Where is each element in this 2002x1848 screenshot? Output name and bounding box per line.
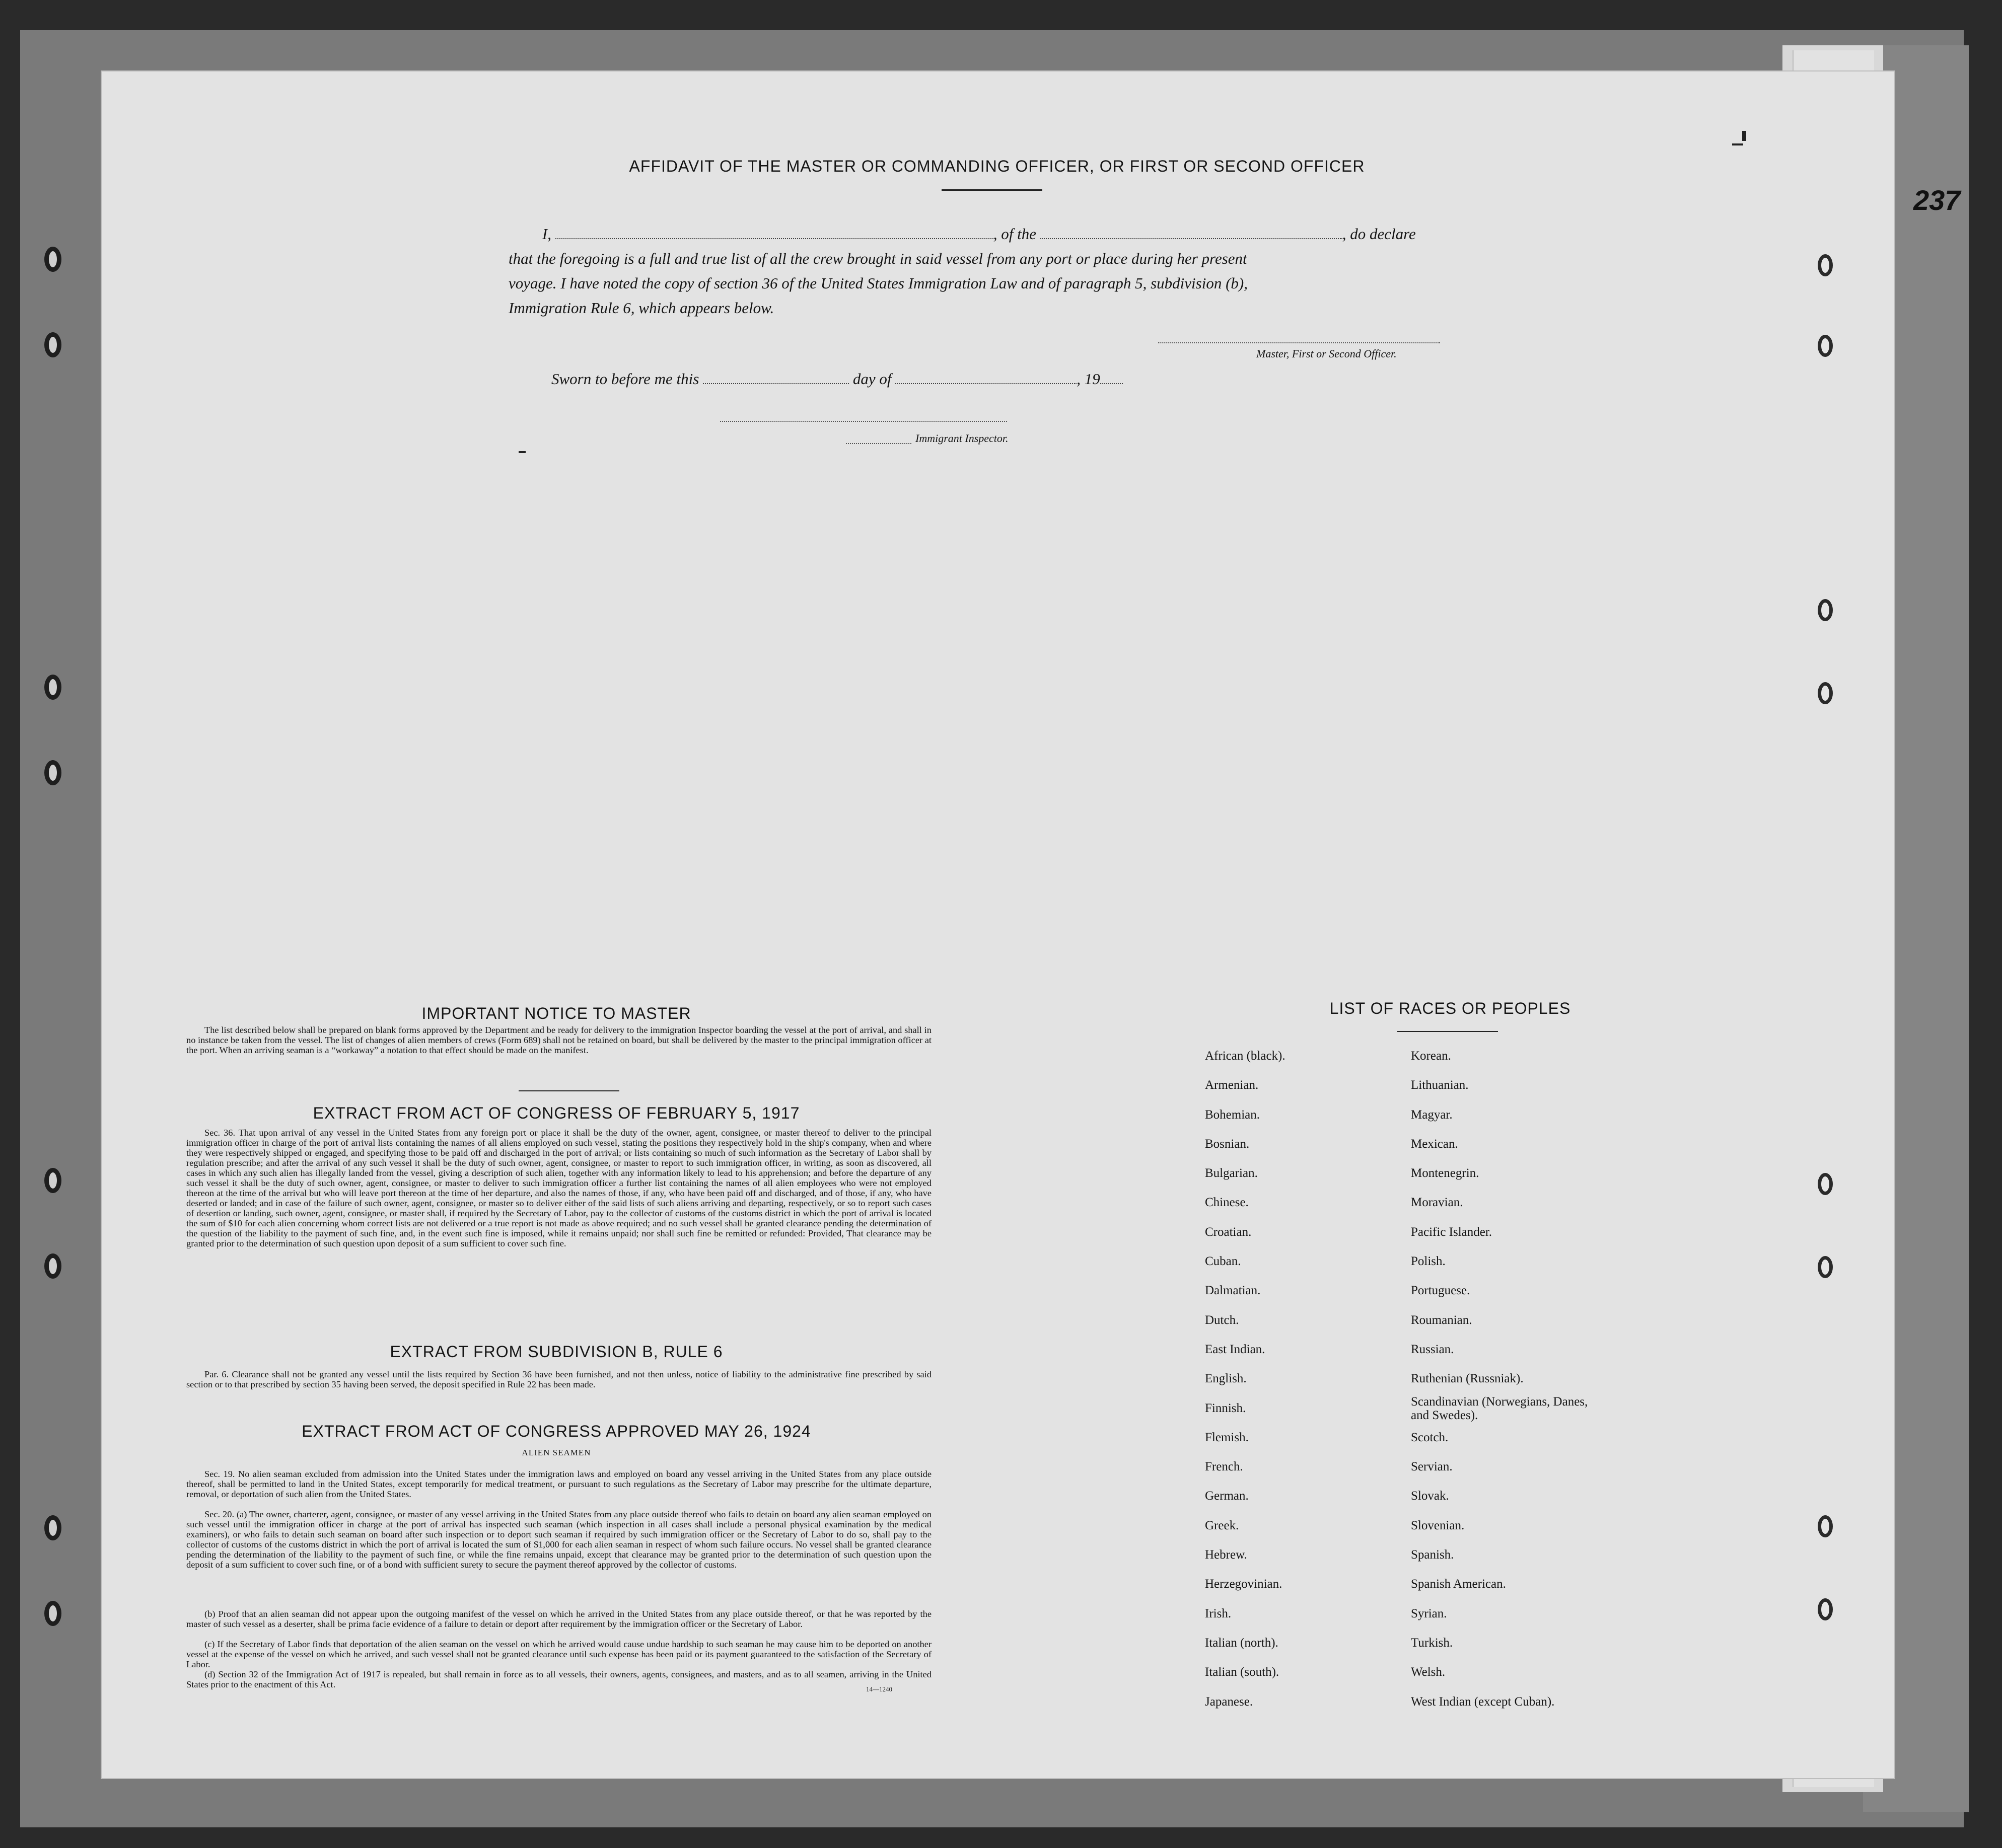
- binder-hole: [44, 1168, 61, 1193]
- race-item: Syrian.: [1411, 1606, 1447, 1620]
- affidavit-title: AFFIDAVIT OF THE MASTER OR COMMANDING OFFICER, OR FIRST OR SECOND OFFICER: [629, 157, 1365, 175]
- year-prefix: , 19: [1077, 370, 1100, 388]
- notice-divider: [519, 1090, 619, 1091]
- binder-hole: [1818, 1515, 1833, 1537]
- binder-hole: [44, 760, 61, 785]
- sworn-text: Sworn to before me this: [551, 370, 699, 388]
- binder-hole: [1818, 1173, 1833, 1195]
- race-item: Montenegrin.: [1411, 1166, 1479, 1180]
- affidavit-of-the: , of the: [993, 225, 1036, 243]
- race-item: Chinese.: [1205, 1196, 1249, 1210]
- affidavit-line-2: that the foregoing is a full and true list of all the crew brought in said vessel from any port or place during her present: [509, 250, 1247, 267]
- affidavit-do-declare: , do declare: [1342, 225, 1416, 243]
- race-item: Dutch.: [1205, 1313, 1239, 1327]
- affidavit-body: [509, 221, 1495, 320]
- race-item: Scotch.: [1411, 1430, 1449, 1444]
- master-signature-line[interactable]: [1158, 342, 1440, 343]
- race-item: Italian (south).: [1205, 1665, 1279, 1679]
- race-item: Polish.: [1411, 1254, 1446, 1269]
- binder-hole: [1818, 254, 1833, 276]
- race-item: Spanish American.: [1411, 1577, 1506, 1591]
- race-item: English.: [1205, 1372, 1247, 1386]
- race-item: Turkish.: [1411, 1636, 1453, 1650]
- binder-hole: [1818, 1256, 1833, 1278]
- race-item: Scandinavian (Norwegians, Danes, and Swedes).: [1411, 1394, 1588, 1422]
- race-item: German.: [1205, 1489, 1249, 1503]
- affidavit-line-1: [509, 221, 1495, 246]
- race-item: Croatian.: [1205, 1225, 1252, 1239]
- race-item: Japanese.: [1205, 1694, 1253, 1709]
- race-item: Korean.: [1411, 1049, 1451, 1063]
- scan-mark: [1742, 131, 1746, 141]
- race-item: Armenian.: [1205, 1078, 1259, 1092]
- race-item: African (black).: [1205, 1049, 1285, 1063]
- affidavit-i: I,: [542, 225, 551, 243]
- title-underline: [942, 189, 1042, 191]
- extract-1924-sec20d: (d) Section 32 of the Immigration Act of 1917 is repealed, but shall remain in force as to all vessels, their owners, agents, consignees, and masters, and as to all seamen, arriving in the United States prior to the enactment of this Act.: [186, 1669, 932, 1689]
- race-item: Moravian.: [1411, 1196, 1463, 1210]
- race-item: Mexican.: [1411, 1137, 1458, 1151]
- extract-rule6-title: EXTRACT FROM SUBDIVISION B, RULE 6: [390, 1343, 723, 1361]
- alien-seamen-subtitle: ALIEN SEAMEN: [522, 1448, 591, 1457]
- inspector-signature-line[interactable]: [720, 421, 1007, 422]
- binder-hole: [1818, 1598, 1833, 1620]
- race-item: Russian.: [1411, 1342, 1454, 1356]
- sworn-line: [509, 366, 1495, 391]
- inspector-label-leader: [846, 443, 911, 444]
- race-item: Bosnian.: [1205, 1137, 1250, 1151]
- race-item: Slovak.: [1411, 1489, 1449, 1503]
- binder-hole: [1818, 599, 1833, 621]
- extract-1917-title: EXTRACT FROM ACT OF CONGRESS OF FEBRUARY 5, 1917: [313, 1104, 800, 1122]
- race-item: Servian.: [1411, 1460, 1453, 1474]
- binder-hole: [44, 332, 61, 357]
- extract-1924-sec20a: Sec. 20. (a) The owner, charterer, agent, consignee, or master of any vessel arriving in the United States from any place outside thereof who fails to detain on board any alien seaman employed on such vessel until the immigration officer in charge at the port of arrival has inspected such seaman (which inspection in all cases shall include a personal physical examination by the medical examiners), or who fails to detain such seaman on board after such inspection or to deport such seaman if required by such immigration officer or the Secretary of Labor to do so, shall pay to the collector of customs of the customs district in which the port of arrival is located the sum of $1,000 for each alien seaman in respect of whom such failure occurs. No vessel shall be granted clearance pending the determination of the liability to the payment of such fine, or while the fine remains unpaid, except that clearance may be granted prior to the determination of such question upon the deposit of a sum sufficient to cover such fine, or of a bond with sufficient surety to secure the payment thereof approved by the collector of customs.: [186, 1509, 932, 1570]
- race-item: Greek.: [1205, 1518, 1239, 1532]
- binder-hole: [44, 1253, 61, 1279]
- race-item: Finnish.: [1205, 1401, 1246, 1415]
- affidavit-line-3: voyage. I have noted the copy of section 36 of the United States Immigration Law and of paragraph 5, subdivision (b),: [509, 274, 1248, 292]
- race-item: East Indian.: [1205, 1342, 1265, 1356]
- races-title-underline: [1397, 1031, 1498, 1032]
- sworn-year-field[interactable]: [1100, 383, 1123, 384]
- extract-1924-sec19: Sec. 19. No alien seaman excluded from admission into the United States under the immigration laws and employed on board any vessel arriving in the United States from any place outside thereof, shall be permitted to land in the United States, except temporarily for medical treatment, or pursuant to such regulations as the Secretary of Labor may prescribe for the ultimate departure, removal, or deportation of such alien from the United States.: [186, 1469, 932, 1499]
- day-of-text: day of: [852, 370, 892, 388]
- race-item: Cuban.: [1205, 1254, 1241, 1269]
- sworn-day-field[interactable]: [703, 383, 849, 384]
- race-item: Spanish.: [1411, 1548, 1454, 1562]
- race-item: Magyar.: [1411, 1107, 1453, 1122]
- race-item: Flemish.: [1205, 1430, 1249, 1444]
- vessel-field[interactable]: [1040, 238, 1342, 239]
- race-item: Dalmatian.: [1205, 1284, 1261, 1298]
- binder-hole: [44, 1515, 61, 1540]
- binder-hole: [44, 1601, 61, 1626]
- race-item: French.: [1205, 1460, 1243, 1474]
- scan-mark: [519, 451, 526, 453]
- race-item: Ruthenian (Russniak).: [1411, 1372, 1524, 1386]
- binder-hole: [44, 675, 61, 700]
- race-item: Hebrew.: [1205, 1548, 1247, 1562]
- notice-title: IMPORTANT NOTICE TO MASTER: [421, 1004, 691, 1022]
- race-item: Roumanian.: [1411, 1313, 1472, 1327]
- name-field[interactable]: [555, 238, 993, 239]
- master-signature-label: Master, First or Second Officer.: [1256, 347, 1397, 360]
- page-number: 237: [1913, 184, 1961, 216]
- notice-body: The list described below shall be prepared on blank forms approved by the Department and be ready for delivery to the immigration Inspector boarding the vessel at the port of arrival, and shall in no instance be taken from the vessel. The list of changes of alien members of crews (Form 689) shall not be retained on board, but shall be delivered by the master to the principal immigration officer at the port. When an arriving seaman is a “workaway” a notation to that effect should be made on the manifest.: [186, 1025, 932, 1055]
- sworn-month-field[interactable]: [895, 383, 1077, 384]
- inspector-label: Immigrant Inspector.: [915, 432, 1009, 445]
- binder-hole: [1818, 682, 1833, 704]
- extract-1917-body: Sec. 36. That upon arrival of any vessel in the United States from any foreign port or place it shall be the duty of the owner, agent, consignee, or master thereof to deliver to the principal immigration officer in charge of the port of arrival lists containing the names of all aliens employed on such vessel, stating the positions they respectively hold in the ship's company, when and where they were respectively shipped or engaged, and specifying those to be paid off and discharged in the port of arrival; or lists containing so much of such information as the Secretary of Labor shall by regulation prescribe; and after the arrival of any such vessel it shall be the duty of such owner, agent, consignee, or master to report to such immigration officer, in writing, as soon as discovered, all cases in which any such alien has illegally landed from the vessel, giving a description of such alien, together with any information likely to lead to his apprehension; and before the departure of any such vessel it shall be the duty of such owner, agent, consignee, or master to deliver to such immigration officer a further list containing the names of all alien employees who were not employed thereon at the time of the arrival but who will leave port thereon at the time of her departure, and also the names of those, if any, who have been paid off and discharged, and of those, if any, who have deserted or landed; and in case of the failure of such owner, agent, consignee, or master so to deliver either of the said lists of such aliens arriving and departing, respectively, or so to report such cases of desertion or landing, such owner, agent, consignee, or master shall, if required by the Secretary of Labor, pay to the collector of customs of the customs district in which the port of arrival is located the sum of $10 for each alien concerning whom correct lists are not delivered or a true report is not made as above required; and no such vessel shall be granted clearance pending the determination of the question of the liability to the payment of such fine, and, in the event such fine is imposed, while it remains unpaid; nor shall such fine be remitted or refunded: Provided, That clearance may be granted prior to the determination of such question upon deposit of a sum sufficient to cover such fine.: [186, 1128, 932, 1248]
- races-list-right: [1411, 1042, 1602, 1717]
- extract-1924-sec20b: (b) Proof that an alien seaman did not appear upon the outgoing manifest of the vessel on which he arrived in the United States from any place outside thereof, or that he was reported by the master of such vessel as a deserter, shall be prima facie evidence of a failure to detain or deport after requirement by the immigration officer or the Secretary of Labor.: [186, 1609, 932, 1629]
- binder-hole: [1818, 335, 1833, 357]
- race-item: Lithuanian.: [1411, 1078, 1469, 1092]
- race-item: Portuguese.: [1411, 1284, 1470, 1298]
- affidavit-line-4: Immigration Rule 6, which appears below.: [509, 299, 774, 317]
- races-title: LIST OF RACES OR PEOPLES: [1329, 999, 1571, 1017]
- race-item: West Indian (except Cuban).: [1411, 1694, 1555, 1709]
- extract-1924-sec20c: (c) If the Secretary of Labor finds that deportation of the alien seaman on the vessel on which he arrived would cause undue hardship to such seaman he may cause him to be deported on another vessel at the expense of the vessel on which he arrived, and such vessel shall not be granted clearance until such expense has been paid or its payment guaranteed to the satisfaction of the Secretary of Labor.: [186, 1639, 932, 1669]
- race-item: Irish.: [1205, 1606, 1232, 1620]
- form-code: 14—1240: [866, 1685, 892, 1693]
- race-item: Herzegovinian.: [1205, 1577, 1282, 1591]
- scan-mark: [1732, 143, 1743, 145]
- extract-rule6-body: Par. 6. Clearance shall not be granted any vessel until the lists required by Section 36 have been furnished, and not then unless, notice of liability to the administrative fine prescribed by said section or to that prescribed by section 35 having been served, the deposit specified in Rule 22 has been made.: [186, 1369, 932, 1389]
- race-item: Pacific Islander.: [1411, 1225, 1492, 1239]
- race-item: Bulgarian.: [1205, 1166, 1258, 1180]
- race-item: Italian (north).: [1205, 1636, 1278, 1650]
- race-item: Welsh.: [1411, 1665, 1446, 1679]
- race-item: Slovenian.: [1411, 1518, 1465, 1532]
- race-item: Bohemian.: [1205, 1107, 1260, 1122]
- binder-hole: [44, 247, 61, 272]
- races-list-left: [1205, 1042, 1285, 1717]
- extract-1924-title: EXTRACT FROM ACT OF CONGRESS APPROVED MAY 26, 1924: [302, 1422, 811, 1440]
